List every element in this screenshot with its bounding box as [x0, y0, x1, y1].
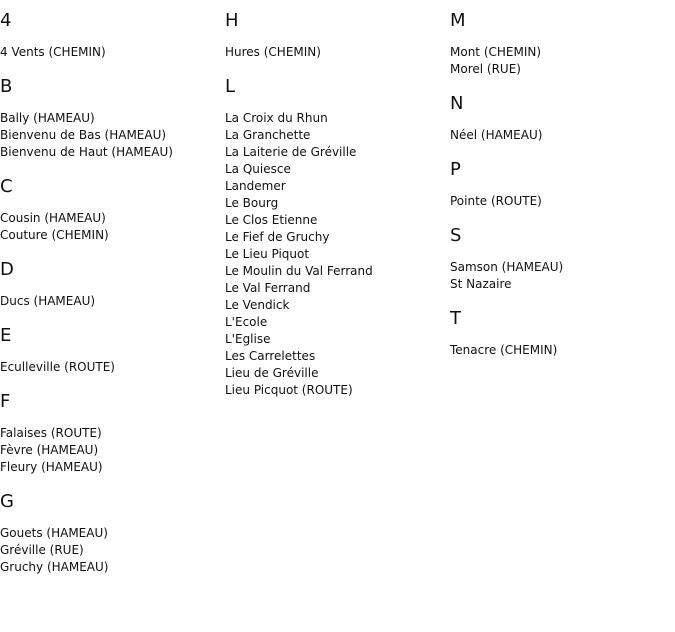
letter-heading: M — [450, 10, 466, 31]
street-item[interactable]: Landemer — [225, 179, 286, 193]
letter-group — [450, 94, 670, 144]
letter-group — [225, 11, 445, 61]
letter-group — [450, 309, 670, 359]
street-item[interactable]: 4 Vents (CHEMIN) — [0, 45, 106, 59]
letter-group — [0, 492, 220, 576]
street-list — [450, 44, 670, 78]
letter-heading: N — [450, 93, 464, 114]
street-item[interactable]: Bienvenu de Bas (HAMEAU) — [0, 128, 167, 142]
street-item[interactable]: Lieu de Gréville — [225, 366, 319, 380]
street-item[interactable]: Falaises (ROUTE) — [0, 426, 102, 440]
street-list — [225, 44, 445, 61]
letter-heading: H — [225, 10, 239, 31]
street-item[interactable]: Lieu Picquot (ROUTE) — [225, 383, 353, 397]
letter-group — [450, 226, 670, 293]
street-list — [450, 342, 670, 359]
street-item[interactable]: L'Ecole — [225, 315, 268, 329]
letter-group — [0, 11, 220, 61]
street-list — [0, 425, 220, 476]
street-list — [450, 127, 670, 144]
street-item[interactable]: Le Val Ferrand — [225, 281, 311, 295]
letter-heading: P — [450, 159, 461, 180]
letter-heading: T — [450, 308, 461, 329]
index-column-1 — [0, 11, 220, 592]
street-item[interactable]: Morel (RUE) — [450, 62, 521, 76]
street-list — [450, 259, 670, 293]
street-item[interactable]: Eculleville (ROUTE) — [0, 360, 115, 374]
street-item[interactable]: Couture (CHEMIN) — [0, 228, 109, 242]
street-item[interactable]: Gréville (RUE) — [0, 543, 84, 557]
street-item[interactable]: La Granchette — [225, 128, 311, 142]
street-item[interactable]: Le Fief de Gruchy — [225, 230, 330, 244]
index-column-2 — [225, 11, 445, 415]
street-item[interactable]: St Nazaire — [450, 277, 512, 291]
letter-heading: F — [0, 391, 11, 412]
letter-heading: C — [0, 176, 13, 197]
letter-heading: 4 — [0, 10, 12, 31]
street-item[interactable]: Pointe (ROUTE) — [450, 194, 542, 208]
street-item[interactable]: Bienvenu de Haut (HAMEAU) — [0, 145, 173, 159]
letter-group — [450, 160, 670, 210]
street-list — [0, 525, 220, 576]
street-item[interactable]: L'Eglise — [225, 332, 271, 346]
street-item[interactable]: Ducs (HAMEAU) — [0, 294, 96, 308]
letter-group — [450, 11, 670, 78]
street-item[interactable]: La Quiesce — [225, 162, 291, 176]
letter-group — [225, 77, 445, 399]
street-item[interactable]: Hures (CHEMIN) — [225, 45, 321, 59]
letter-heading: L — [225, 76, 236, 97]
street-list — [450, 193, 670, 210]
street-list — [0, 359, 220, 376]
street-list — [0, 44, 220, 61]
street-item[interactable]: Fèvre (HAMEAU) — [0, 443, 99, 457]
letter-group — [0, 326, 220, 376]
street-item[interactable]: La Croix du Rhun — [225, 111, 328, 125]
street-item[interactable]: Gouets (HAMEAU) — [0, 526, 108, 540]
street-item[interactable]: Le Bourg — [225, 196, 279, 210]
letter-group — [0, 77, 220, 161]
street-item[interactable]: Samson (HAMEAU) — [450, 260, 564, 274]
street-item[interactable]: Le Lieu Piquot — [225, 247, 310, 261]
street-item[interactable]: Mont (CHEMIN) — [450, 45, 542, 59]
letter-heading: S — [450, 225, 462, 246]
letter-group — [0, 177, 220, 244]
street-item[interactable]: Les Carrelettes — [225, 349, 316, 363]
street-item[interactable]: Néel (HAMEAU) — [450, 128, 543, 142]
letter-heading: D — [0, 259, 14, 280]
index-column-3 — [450, 11, 670, 375]
letter-group — [0, 392, 220, 476]
street-item[interactable]: Le Vendick — [225, 298, 290, 312]
street-list — [0, 210, 220, 244]
letter-heading: B — [0, 76, 13, 97]
street-list — [0, 110, 220, 161]
street-list — [0, 293, 220, 310]
street-item[interactable]: Tenacre (CHEMIN) — [450, 343, 558, 357]
street-item[interactable]: Bally (HAMEAU) — [0, 111, 95, 125]
street-item[interactable]: La Laiterie de Gréville — [225, 145, 357, 159]
letter-group — [0, 260, 220, 310]
letter-heading: G — [0, 491, 14, 512]
street-item[interactable]: Le Moulin du Val Ferrand — [225, 264, 373, 278]
street-item[interactable]: Gruchy (HAMEAU) — [0, 560, 109, 574]
letter-heading: E — [0, 325, 12, 346]
street-item[interactable]: Cousin (HAMEAU) — [0, 211, 106, 225]
street-item[interactable]: Fleury (HAMEAU) — [0, 460, 103, 474]
street-list — [225, 110, 445, 399]
street-item[interactable]: Le Clos Etienne — [225, 213, 318, 227]
